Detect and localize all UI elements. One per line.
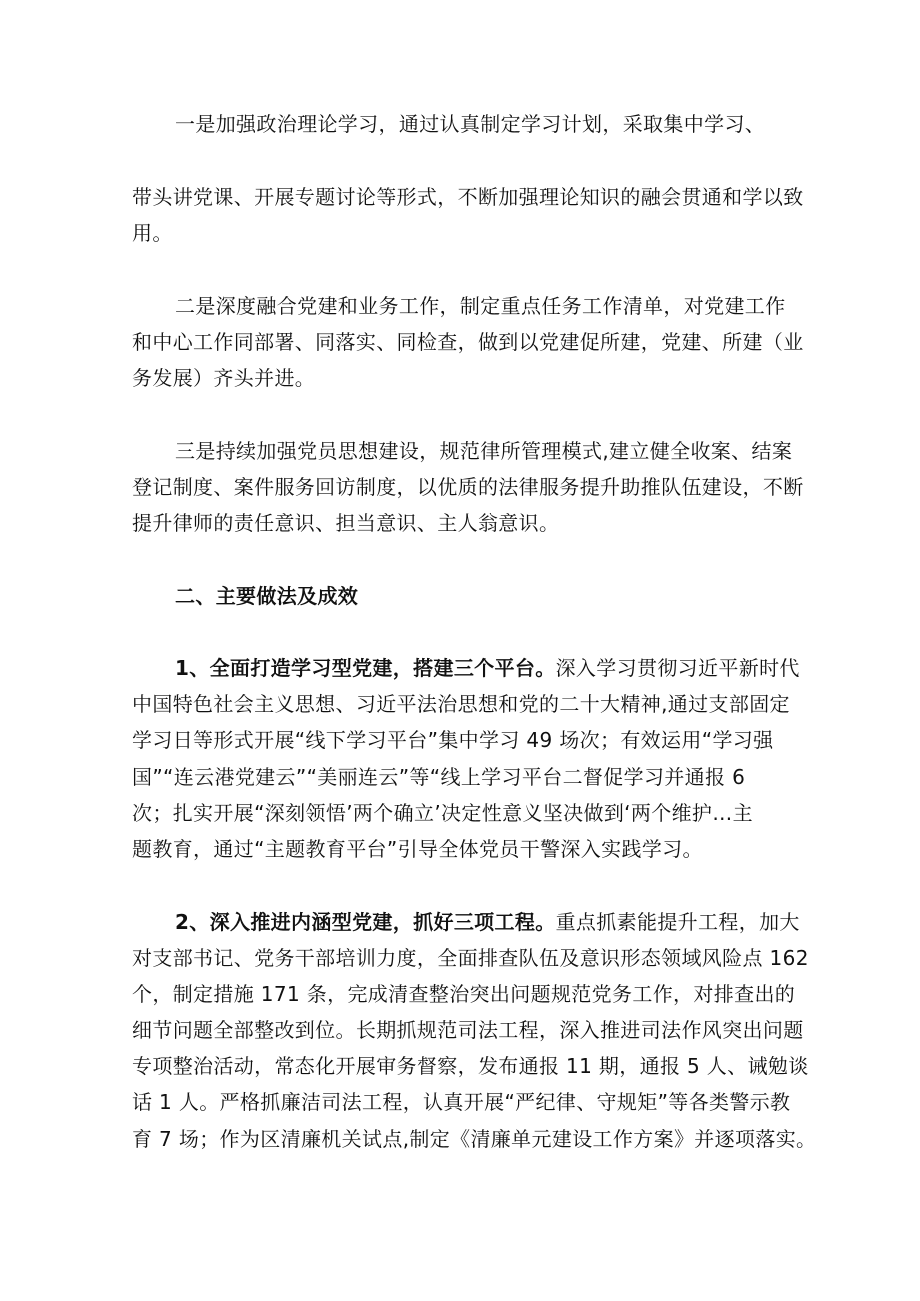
item-1-line-5: 次；扎实开展“深刻领悟’两个确立’决定性意义坚决做到‘两个维护…主 [132,801,753,825]
item-2-line-7: 育 7 场；作为区清廉机关试点,制定《清廉单元建设工作方案》并逐项落实。 [132,1127,817,1151]
item-1-line-1-text: 深入学习贯彻习近平新时代 [555,656,800,680]
item-2-line-5: 专项整治活动，常态化开展审务督察，发布通报 11 期，通报 5 人、诫勉谈 [132,1054,809,1078]
paragraph-3-line-2: 登记制度、案件服务回访制度，以优质的法律服务提升助推队伍建设，不断 [132,475,804,499]
paragraph-3-line-3: 提升律师的责任意识、担当意识、主人翁意识。 [132,511,560,535]
paragraph-2-line-2: 和中心工作同部署、同落实、同检查，做到以党建促所建，党建、所建（业 [132,330,804,354]
item-1-line-6: 题教育，通过“主题教育平台”引导全体党员干警深入实践学习。 [132,837,703,861]
paragraph-1-line-3: 用。 [132,221,173,245]
item-2-line-4: 细节问题全部整改到位。长期抓规范司法工程，深入推进司法作风突出问题 [132,1018,804,1042]
paragraph-2-line-3: 务发展）齐头并进。 [132,366,316,390]
item-1-line-4: 国”“连云港党建云”“美丽连云”等“线上学习平台二督促学习并通报 6 [132,765,746,789]
item-2-line-3: 个，制定措施 171 条，完成清查整治突出问题规范党务工作，对排查出的 [132,982,796,1006]
item-2-line-6: 话 1 人。严格抓廉洁司法工程，认真开展“严纪律、守规矩”等各类警示教 [132,1090,791,1114]
item-2-line-1 [175,910,800,934]
item-2-line-1-text: 重点抓素能提升工程，加大 [555,910,800,934]
paragraph-2-line-1: 二是深度融合党建和业务工作，制定重点任务工作清单，对党建工作 [175,294,786,318]
item-1-line-3: 学习日等形式开展“线下学习平台”集中学习 49 场次；有效运用“学习强 [132,728,774,752]
paragraph-1-line-2: 带头讲党课、开展专题讨论等形式，不断加强理论知识的融会贯通和学以致 [132,185,804,209]
paragraph-3-line-1: 三是持续加强党员思想建设，规范律所管理模式,建立健全收案、结案 [175,439,793,463]
item-2-lead: 2、深入推进内涵型党建，抓好三项工程。 [175,910,556,934]
paragraph-1-line-1: 一是加强政治理论学习，通过认真制定学习计划，采取集中学习、 [175,112,766,136]
item-2-line-2: 对支部书记、党务干部培训力度，全面排查队伍及意识形态领域风险点 162 [132,946,809,970]
item-1-line-2: 中国特色社会主义思想、习近平法治思想和党的二十大精神,通过支部固定 [132,692,790,716]
item-1-lead: 1、全面打造学习型党建，搭建三个平台。 [175,656,556,680]
section-heading: 二、主要做法及成效 [175,584,359,608]
item-1-line-1 [175,656,800,680]
